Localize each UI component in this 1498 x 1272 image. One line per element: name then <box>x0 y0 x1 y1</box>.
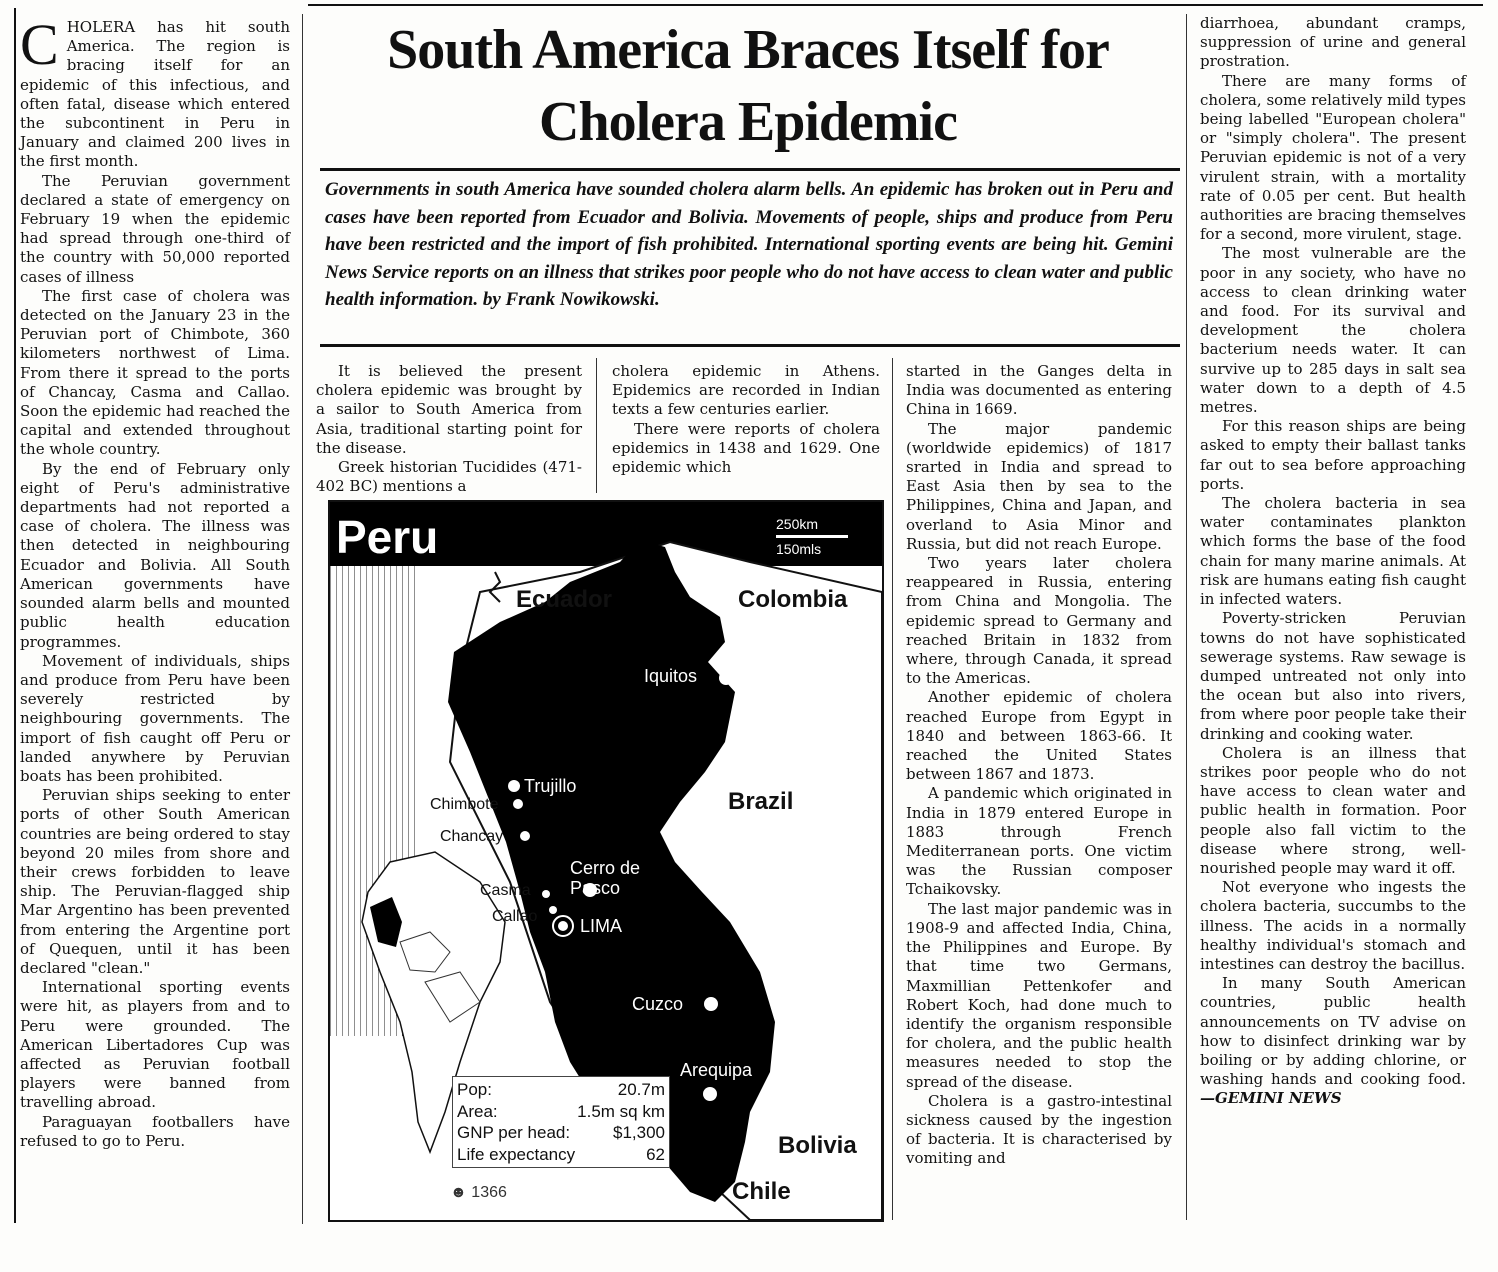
paragraph: Paraguayan footballers have refused to go to Peru. <box>20 1112 290 1150</box>
paragraph: For this reason ships are being asked to empty their ballast tanks far out to sea before approaching ports. <box>1200 417 1466 493</box>
scale-mi: 150mls <box>776 541 822 557</box>
paragraph: International sporting events were hit, as players from and to Peru were grounded. The American Libertadores Cup was affected as Peruvian football players were banned from travelling abroad. <box>20 978 290 1112</box>
graphic-code <box>450 1184 507 1202</box>
stat-value: $1,300 <box>613 1123 665 1142</box>
dot-iquitos <box>719 671 733 685</box>
stat-label: GNP per head: <box>457 1123 571 1142</box>
label-iquitos: Iquitos <box>644 666 698 686</box>
label-chancay: Chancay <box>440 828 504 845</box>
label-brazil: Brazil <box>728 788 794 815</box>
paragraph: started in the Ganges delta in India was documented as entering China in 1669. <box>906 362 1172 419</box>
label-arequipa: Arequipa <box>680 1060 753 1080</box>
label-ecuador: Ecuador <box>516 586 613 613</box>
dot-trujillo <box>508 780 520 792</box>
label-lima: LIMA <box>580 916 623 936</box>
paragraph: diarrhoea, abundant cramps, suppression of urine and general prostration. <box>1200 14 1466 71</box>
column-divider <box>302 14 303 1224</box>
dot-chimbote <box>513 799 523 809</box>
dot-cuzco <box>704 997 718 1011</box>
person-icon: ☻ <box>450 1184 467 1201</box>
standfirst-rule-bottom <box>320 344 1180 347</box>
stat-value: 1.5m sq km <box>577 1101 665 1121</box>
paragraph: Not everyone who ingests the cholera bacteria, succumbs to the illness. The acids in a normally healthy individual's stomach and intestines can destroy the bacillus. <box>1200 878 1466 973</box>
scale-km: 250km <box>776 516 819 532</box>
column-4 <box>906 362 1172 1169</box>
map-scale <box>776 516 848 557</box>
label-colombia: Colombia <box>738 586 848 613</box>
paragraph: The Peruvian government declared a state of emergency on February 19 when the epidemic had spread through one-third of the country with 50,000 reported cases of illness <box>20 171 290 286</box>
column-divider <box>892 358 893 1220</box>
column-3 <box>612 362 880 477</box>
peru-map <box>328 500 884 1222</box>
stat-label: Area: <box>457 1101 498 1121</box>
country-stats-box <box>452 1076 670 1168</box>
left-rule <box>14 8 16 1223</box>
signoff: —GEMINI NEWS <box>1200 1089 1342 1108</box>
column-1 <box>20 12 290 1151</box>
label-cerro-de-pasco: Cerro de Pasco <box>570 858 641 898</box>
label-cuzco: Cuzco <box>632 994 684 1014</box>
column-5 <box>1200 14 1466 1109</box>
paragraph: Poverty-stricken Peruvian towns do not have sophisticated sewerage systems. Raw sewage is dumped untreated not only into the ocean but also into rivers, from where poor people take their drinking and cooking water. <box>1200 609 1466 743</box>
column-divider <box>1186 14 1187 1220</box>
paragraph: The cholera bacteria in sea water contaminates plankton which forms the base of the food chain for many marine animals. At risk are humans eating fish caught in infected waters. <box>1200 494 1466 609</box>
dot-chancay <box>520 831 530 841</box>
standfirst-text: Governments in south America have sounded cholera alarm bells. An epidemic has broken out in Peru and cases have been reported from Ecuador and Bolivia. Movements of people, ships and produce from Peru have been restricted and the import of fish prohibited. International sporting events are being hit. Gemini News Service reports on an illness that strikes poor people who do not have access to clean water and public health information. <box>325 179 1173 310</box>
paragraph: Peruvian ships seeking to enter ports of other South American countries are being ordered to stay beyond 20 miles from shore and their crews forbidden to leave ship. The Peruvian-flagged ship Mar Argentino has been prevented from entering the Argentine port of Quequen, until it has been declared "clean." <box>20 786 290 977</box>
byline: by Frank Nowikowski. <box>482 289 660 310</box>
paragraph <box>1200 974 1466 1108</box>
paragraph: The last major pandemic was in 1908-9 and affected India, China, the Philippines and Europe. By that time two Germans, Maxmillian Pettenkofer and Robert Koch, had done much to identify the organism responsible for cholera, and the public health measures needed to stop the spread of the disease. <box>906 899 1172 1091</box>
paragraph: The major pandemic (worldwide epidemics) of 1817 srarted in India and spread to East Asia then by sea to the Philippines, China and Japan, and overland to Asia Minor and Russia, but did not reach Europe. <box>906 419 1172 553</box>
paragraph: Another epidemic of cholera reached Europe from Egypt in 1840 and between 1863-66. It reached the United States between 1867 and 1873. <box>906 688 1172 784</box>
label-chile: Chile <box>732 1178 791 1205</box>
stat-value: 20.7m <box>617 1080 665 1099</box>
paragraph-text: In many South American countries, public health announcements on TV advise on how to disinfect drinking war by boiling or by adding chlorine, or washing hands and cooking food. <box>1200 974 1466 1089</box>
map-title: Peru <box>336 511 439 563</box>
standfirst <box>325 176 1173 336</box>
headline: South America Braces Itself for Cholera Epidemic <box>387 19 1109 153</box>
paragraph: cholera epidemic in Athens. Epidemics are recorded in Indian texts a few centuries earlier. <box>612 362 880 419</box>
paragraph: A pandemic which originated in India in 1879 entered Europe in 1883 through French Mediterranean ports. One victim was the Russian composer Tchaikovsky. <box>906 784 1172 899</box>
paragraph: Greek historian Tucidides (471-402 BC) mentions a <box>316 458 582 496</box>
drop-cap: C <box>20 12 59 77</box>
label-chimbote: Chimbote <box>430 796 499 813</box>
paragraph: There were reports of cholera epidemics in 1438 and 1629. One epidemic which <box>612 419 880 477</box>
dot-casma <box>542 890 550 898</box>
paragraph: Cholera is an illness that strikes poor people who do not have access to clean water and public health in formation. Poor people also fall victim to the disease where strong, well-nourished people may ward it off. <box>1200 743 1466 877</box>
paragraph: Movement of individuals, ships and produce from Peru have been severely restricted by neighbouring governments. The import of fish caught off Peru or landed anywhere by Peruvian boats has been prohibited. <box>20 651 290 785</box>
top-rule <box>308 4 1483 6</box>
dot-arequipa <box>703 1087 717 1101</box>
paragraph: There are many forms of cholera, some relatively mild types being labelled "European cholera" or "simply cholera". The present Peruvian epidemic is not of a very virulent strain, with a mortality rate of 0.05 per cent. But health authorities are bracing themselves for a second, more virulent, stage. <box>1200 71 1466 244</box>
dot-callao <box>549 906 557 914</box>
paragraph: It is believed the present cholera epidemic was brought by a sailor to South America from Asia, traditional starting point for the disease. <box>316 362 582 457</box>
paragraph: The most vulnerable are the poor in any society, who have no access to clean drinking water and food. For its survival and development the cholera bacterium needs water. It can survive up to 285 days in salt sea water down to a depth of 4.5 metres. <box>1200 244 1466 417</box>
column-2 <box>316 362 582 496</box>
label-trujillo: Trujillo <box>524 776 577 796</box>
paragraph: The first case of cholera was detected on the January 23 in the Peruvian port of Chimbote, 360 kilometers northwest of Lima. From there it spread to the ports of Chancay, Casma and Callao. Soon the epidemic had reached the capital and extended throughout the whole country. <box>20 286 290 459</box>
label-bolivia: Bolivia <box>778 1132 857 1159</box>
stat-value: 62 <box>646 1144 665 1164</box>
paragraph: By the end of February only eight of Peru's administrative departments had not reported a case of cholera. The illness was then detected in neighbouring Ecuador and Bolivia. All South American governments have sounded alarm bells and mounted public health education programmes. <box>20 459 290 651</box>
stat-label: Life expectancy <box>457 1144 576 1164</box>
standfirst-rule <box>320 168 1180 171</box>
label-callao: Callao <box>492 908 538 925</box>
paragraph: Cholera is a gastro-intestinal sickness caused by the ingestion of bacteria. It is characterised by vomiting and <box>906 1091 1172 1168</box>
column-divider <box>596 358 597 493</box>
paragraph: Two years later cholera reappeared in Russia, entering from China and Mongolia. The epidemic spread to Germany and reached Britain in 1832 from where, through Canada, it spread to the Americas. <box>906 554 1172 688</box>
label-casma: Casma <box>480 882 531 899</box>
graphic-code-number: 1366 <box>471 1184 507 1201</box>
paragraph: HOLERA has hit south America. The region is bracing itself for an epidemic of this infectious, and often fatal, disease which entered the subcontinent in Peru in January and claimed 200 lives in the first month. <box>20 18 290 171</box>
stat-label: Pop: <box>457 1080 492 1099</box>
